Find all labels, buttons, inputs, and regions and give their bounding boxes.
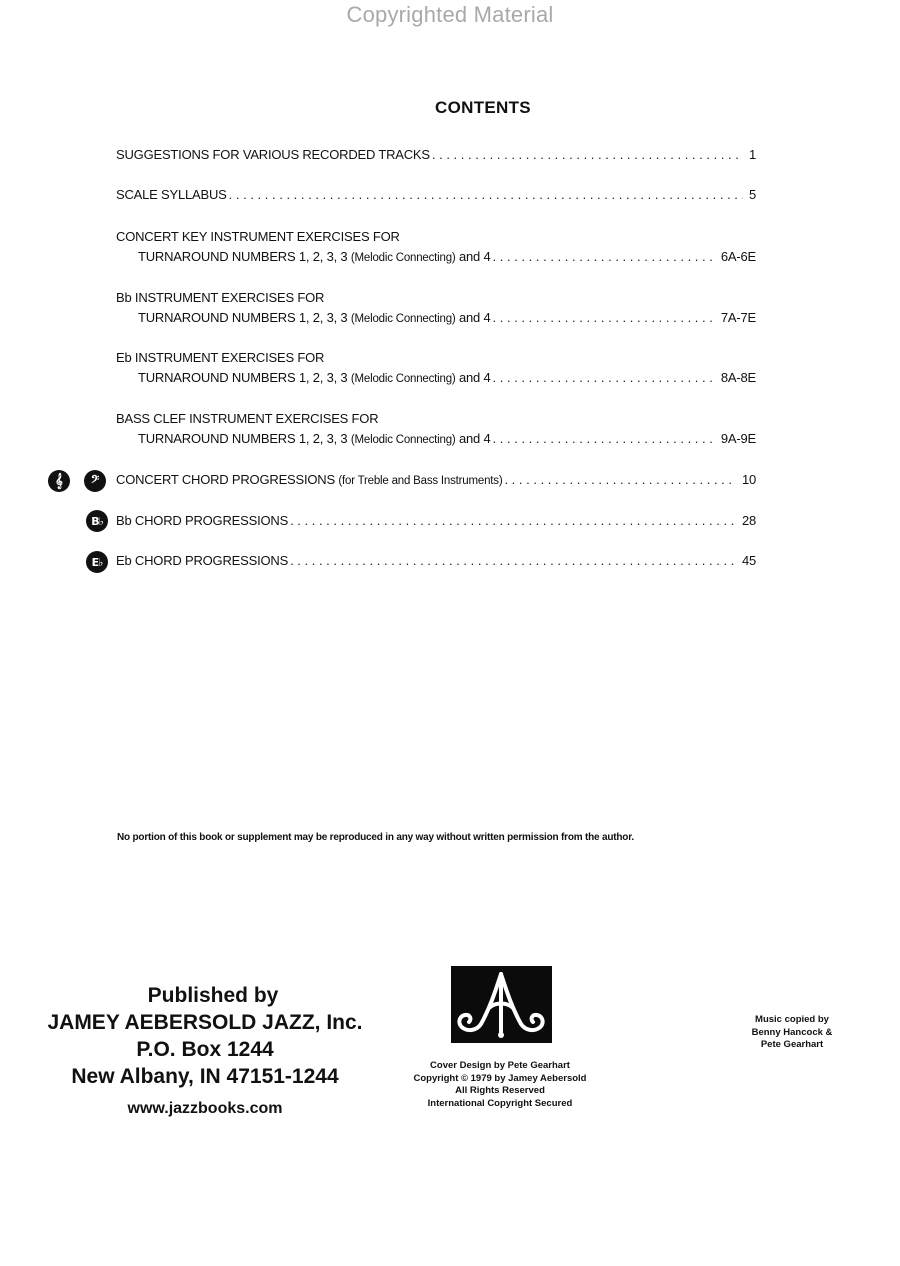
copyright-line: Copyright © 1979 by Jamey Aebersold [413, 1072, 587, 1084]
toc-entry-title: CONCERT KEY INSTRUMENT EXERCISES FOR [116, 229, 400, 244]
toc-page-number: 7A-7E [720, 310, 756, 325]
publisher-block [20, 982, 390, 1122]
toc-entry-title: BASS CLEF INSTRUMENT EXERCISES FOR [116, 411, 379, 426]
toc-entry[interactable] [116, 288, 756, 329]
toc-entry-title: Bb CHORD PROGRESSIONS [116, 513, 289, 528]
publisher-heading: Published by [147, 984, 279, 1007]
leader-dots [290, 551, 736, 571]
toc-page-number: 6A-6E [720, 249, 756, 264]
music-credit-line: Benny Hancock & [751, 1026, 833, 1038]
rights-line: All Rights Reserved [455, 1085, 545, 1096]
toc-entry-title: Bb INSTRUMENT EXERCISES FOR [116, 290, 325, 305]
toc-page-number: 9A-9E [720, 431, 756, 446]
toc-entry-subtitle: TURNAROUND NUMBERS 1, 2, 3, 3 (Melodic Connecting) and 4 [138, 431, 491, 446]
copyright-secured-line: International Copyright Secured [427, 1097, 573, 1109]
toc-entry-subtitle: TURNAROUND NUMBERS 1, 2, 3, 3 (Melodic Connecting) and 4 [138, 310, 491, 325]
publisher-logo [451, 966, 552, 1043]
toc-entry[interactable] [116, 185, 756, 205]
toc-entry[interactable] [116, 511, 756, 531]
toc-entry-subtitle: TURNAROUND NUMBERS 1, 2, 3, 3 (Melodic Connecting) and 4 [138, 370, 491, 385]
toc-entry[interactable] [116, 348, 756, 389]
toc-entry-title: CONCERT CHORD PROGRESSIONS (for Treble and Bass Instruments) [116, 472, 503, 487]
e-flat-badge-icon: E♭ [86, 551, 108, 573]
toc-page-number: 10 [741, 472, 756, 487]
leader-dots [493, 368, 715, 388]
toc-entry[interactable] [116, 470, 756, 491]
bass-clef-icon: 𝄢 [84, 470, 106, 492]
toc-entry-title: SUGGESTIONS FOR VARIOUS RECORDED TRACKS [116, 147, 430, 162]
toc-entry[interactable] [116, 227, 756, 268]
credit-line: Cover Design by Pete Gearhart [430, 1060, 570, 1071]
leader-dots [493, 429, 715, 449]
cover-credits [380, 1060, 620, 1110]
publisher-website[interactable]: www.jazzbooks.com [127, 1100, 283, 1117]
leader-dots [290, 511, 736, 531]
toc-entry[interactable] [116, 145, 756, 165]
music-credit-line: Music copied by [755, 1014, 829, 1025]
toc-entry[interactable] [116, 409, 756, 450]
publisher-po-box: P.O. Box 1244 [136, 1038, 274, 1061]
toc-page-number: 8A-8E [720, 370, 756, 385]
music-credit-line: Pete Gearhart [760, 1039, 824, 1050]
toc-entry-title: Eb INSTRUMENT EXERCISES FOR [116, 350, 325, 365]
leader-dots [493, 247, 715, 267]
leader-dots [493, 308, 715, 328]
leader-dots [432, 145, 743, 165]
reproduction-notice: No portion of this book or supplement may be reproduced in any way without written permission from the author. [117, 832, 634, 843]
ja-monogram-icon [451, 966, 552, 1043]
toc-page-number: 28 [741, 513, 756, 528]
treble-clef-icon: 𝄞 [48, 470, 70, 492]
page-title: CONTENTS [435, 98, 531, 117]
leader-dots [229, 185, 743, 205]
toc-page-number: 5 [748, 187, 756, 202]
toc-page-number: 1 [748, 147, 756, 162]
publisher-name: JAMEY AEBERSOLD JAZZ, Inc. [47, 1011, 363, 1034]
music-copy-credits [722, 1014, 862, 1052]
toc-entry-title: SCALE SYLLABUS [116, 187, 227, 202]
toc-page-number: 45 [741, 553, 756, 568]
toc-entry-subtitle: TURNAROUND NUMBERS 1, 2, 3, 3 (Melodic Connecting) and 4 [138, 249, 491, 264]
b-flat-badge-icon: B♭ [86, 510, 108, 532]
copyright-watermark: Copyrighted Material [346, 2, 554, 27]
leader-dots [504, 470, 735, 490]
toc-entry[interactable] [116, 551, 756, 571]
publisher-city: New Albany, IN 47151-1244 [71, 1065, 339, 1088]
toc-entry-title: Eb CHORD PROGRESSIONS [116, 553, 289, 568]
